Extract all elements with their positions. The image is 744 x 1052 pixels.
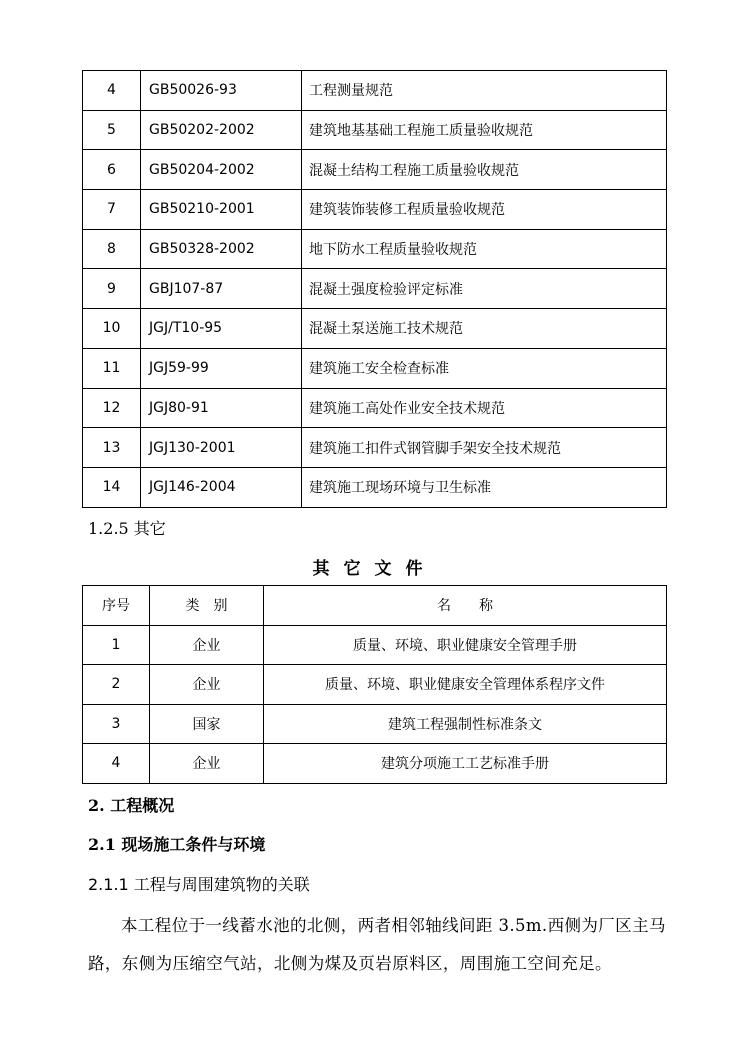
row-number: 12 — [83, 388, 141, 428]
table-row — [83, 348, 667, 388]
table-row — [83, 625, 667, 665]
doc-category: 国家 — [150, 704, 264, 744]
standard-code: GB50204-2002 — [141, 150, 302, 190]
table-row — [83, 704, 667, 744]
standard-name: 地下防水工程质量验收规范 — [302, 229, 667, 269]
standards-table-body — [83, 71, 667, 508]
standard-code: GB50210-2001 — [141, 190, 302, 230]
standard-code: JGJ59-99 — [141, 348, 302, 388]
doc-category: 企业 — [150, 625, 264, 665]
table-row — [83, 229, 667, 269]
standard-code: JGJ146-2004 — [141, 467, 302, 507]
standard-code: JGJ80-91 — [141, 388, 302, 428]
row-number: 8 — [83, 229, 141, 269]
standard-name: 建筑施工现场环境与卫生标准 — [302, 467, 667, 507]
standard-code: JGJ/T10-95 — [141, 309, 302, 349]
doc-name: 质量、环境、职业健康安全管理手册 — [264, 625, 667, 665]
row-number: 10 — [83, 309, 141, 349]
standard-name: 建筑装饰装修工程质量验收规范 — [302, 190, 667, 230]
doc-category: 企业 — [150, 744, 264, 784]
row-number: 4 — [83, 71, 141, 111]
standard-name: 建筑地基基础工程施工质量验收规范 — [302, 110, 667, 150]
table-row — [83, 71, 667, 111]
body-paragraph: 本工程位于一线蓄水池的北侧，两者相邻轴线间距 3.5m.西侧为厂区主马路，东侧为压缩空气站，北侧为煤及页岩原料区，周围施工空间充足。 — [88, 916, 666, 973]
table-row — [83, 744, 667, 784]
table-row — [83, 150, 667, 190]
row-number: 14 — [83, 467, 141, 507]
row-number: 13 — [83, 428, 141, 468]
row-number: 4 — [83, 744, 150, 784]
standard-name: 混凝土结构工程施工质量验收规范 — [302, 150, 667, 190]
row-number: 6 — [83, 150, 141, 190]
row-number: 7 — [83, 190, 141, 230]
standard-code: GB50328-2002 — [141, 229, 302, 269]
other-docs-header — [83, 586, 667, 626]
standard-name: 建筑施工安全检查标准 — [302, 348, 667, 388]
standard-code: GBJ107-87 — [141, 269, 302, 309]
row-number: 9 — [83, 269, 141, 309]
doc-category: 企业 — [150, 665, 264, 705]
table-row — [83, 190, 667, 230]
standard-name: 建筑施工高处作业安全技术规范 — [302, 388, 667, 428]
standard-name: 混凝土强度检验评定标准 — [302, 269, 667, 309]
table-row — [83, 428, 667, 468]
other-docs-table — [82, 585, 667, 784]
section-heading-2-1-1: 2.1.1 工程与周围建筑物的关联 — [88, 875, 310, 894]
row-number: 1 — [83, 625, 150, 665]
table-row — [83, 110, 667, 150]
header-category: 类 别 — [150, 586, 264, 626]
standard-code: GB50202-2002 — [141, 110, 302, 150]
table-row — [83, 665, 667, 705]
standard-code: GB50026-93 — [141, 71, 302, 111]
row-number: 3 — [83, 704, 150, 744]
section-heading-2: 2. 工程概况 — [88, 796, 175, 815]
standards-table — [82, 70, 667, 508]
doc-name: 质量、环境、职业健康安全管理体系程序文件 — [264, 665, 667, 705]
table-row — [83, 388, 667, 428]
section-heading-1-2-5: 1.2.5 其它 — [88, 519, 166, 538]
other-docs-body — [83, 625, 667, 783]
doc-name: 建筑分项施工工艺标准手册 — [264, 744, 667, 784]
row-number: 2 — [83, 665, 150, 705]
standard-name: 工程测量规范 — [302, 71, 667, 111]
doc-name: 建筑工程强制性标准条文 — [264, 704, 667, 744]
table-row — [83, 309, 667, 349]
row-number: 11 — [83, 348, 141, 388]
table-header-row — [83, 586, 667, 626]
standard-code: JGJ130-2001 — [141, 428, 302, 468]
other-docs-title: 其它文件 — [312, 559, 437, 579]
standard-name: 混凝土泵送施工技术规范 — [302, 309, 667, 349]
table-row — [83, 467, 667, 507]
table-row — [83, 269, 667, 309]
header-no: 序号 — [83, 586, 150, 626]
header-name: 名 称 — [264, 586, 667, 626]
row-number: 5 — [83, 110, 141, 150]
section-heading-2-1: 2.1 现场施工条件与环境 — [88, 835, 266, 854]
standard-name: 建筑施工扣件式钢管脚手架安全技术规范 — [302, 428, 667, 468]
